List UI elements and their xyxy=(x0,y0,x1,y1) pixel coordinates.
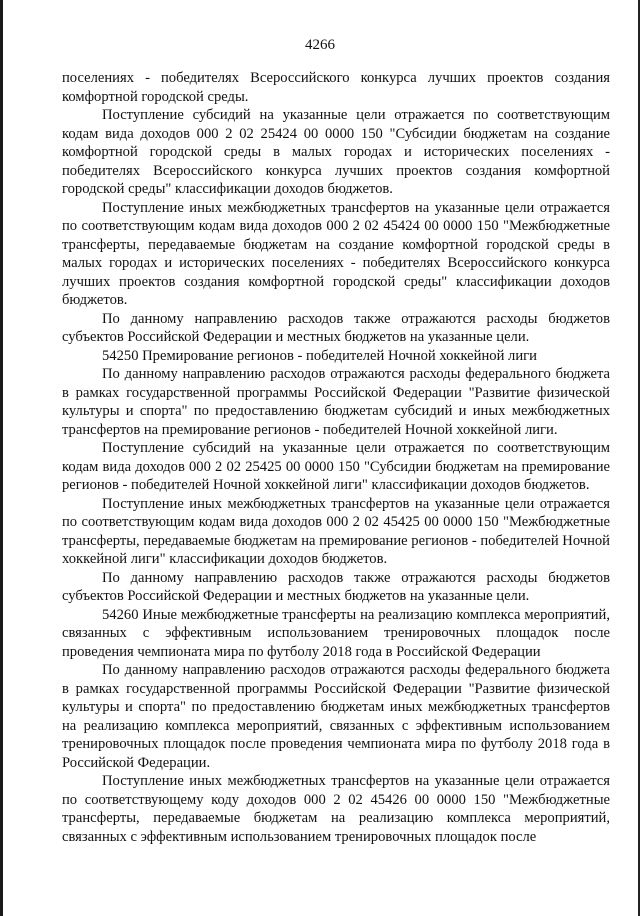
paragraph: Поступление иных межбюджетных трансфертов на указанные цели отражается по соответствующим кодам вида доходов 000 2 02 45424 00 0000 150 "Межбюджетные трансферты, передаваемые бюджетам на создание комфортной городской среды в малых городах и исторических поселениях - победителях Всероссийского конкурса лучших проектов создания комфортной городской среды" классификации доходов бюджетов. xyxy=(62,199,610,308)
paragraph: По данному направлению расходов отражаются расходы федерального бюджета в рамках государственной программы Российской Федерации "Развитие физической культуры и спорта" по предоставлению бюджетам субсидий и иных межбюджетных трансфертов на премирование регионов - победителей Ночной хоккейной лиги. xyxy=(62,366,610,438)
paragraph-continuation: поселениях - победителях Всероссийского конкурса лучших проектов создания комфортной городской среды. xyxy=(62,70,610,105)
paragraph: Поступление иных межбюджетных трансфертов на указанные цели отражается по соответствующему коду доходов 000 2 02 45426 00 0000 150 "Межбюджетные трансферты, передаваемые бюджетам на реализацию комплекса мероприятий, связанных с эффективным использованием тренировочных площадок после xyxy=(62,773,610,845)
paragraph: По данному направлению расходов также отражаются расходы бюджетов субъектов Российской Федерации и местных бюджетов на указанные цели. xyxy=(62,310,610,345)
section-heading-54250: 54250 Премирование регионов - победителей Ночной хоккейной лиги xyxy=(102,347,537,364)
paragraph: По данному направлению расходов также отражаются расходы бюджетов субъектов Российской Федерации и местных бюджетов на указанные цели. xyxy=(62,569,610,604)
scan-edge-left xyxy=(0,0,3,916)
page-number: 4266 xyxy=(305,37,335,53)
document-body xyxy=(62,69,610,846)
paragraph: Поступление субсидий на указанные цели отражается по соответствующим кодам вида доходов 000 2 02 25425 00 0000 150 "Субсидии бюджетам на премирование регионов - победителей Ночной хоккейной лиги" классификации доходов бюджетов. xyxy=(62,440,610,493)
paragraph: Поступление иных межбюджетных трансфертов на указанные цели отражается по соответствующим кодам вида доходов 000 2 02 45425 00 0000 150 "Межбюджетные трансферты, передаваемые бюджетам на премирование регионов - победителей Ночной хоккейной лиги" классификации доходов бюджетов. xyxy=(62,495,610,567)
paragraph: Поступление субсидий на указанные цели отражается по соответствующим кодам вида доходов 000 2 02 25424 00 0000 150 "Субсидии бюджетам на создание комфортной городской среды в малых городах и исторических поселениях - победителях Всероссийского конкурса лучших проектов создания комфортной городской среды" классификации доходов бюджетов. xyxy=(62,107,610,197)
paragraph: По данному направлению расходов отражаются расходы федерального бюджета в рамках государственной программы Российской Федерации "Развитие физической культуры и спорта" по предоставлению бюджетам иных межбюджетных трансфертов на реализацию комплекса мероприятий, связанных с эффективным использованием тренировочных площадок после проведения чемпионата мира по футболу 2018 года в Российской Федерации. xyxy=(62,662,610,771)
section-heading-54260: 54260 Иные межбюджетные трансферты на реализацию комплекса мероприятий, связанных с эффективным использованием тренировочных площадок после проведения чемпионата мира по футболу 2018 года в Российской Федерации xyxy=(62,606,610,660)
